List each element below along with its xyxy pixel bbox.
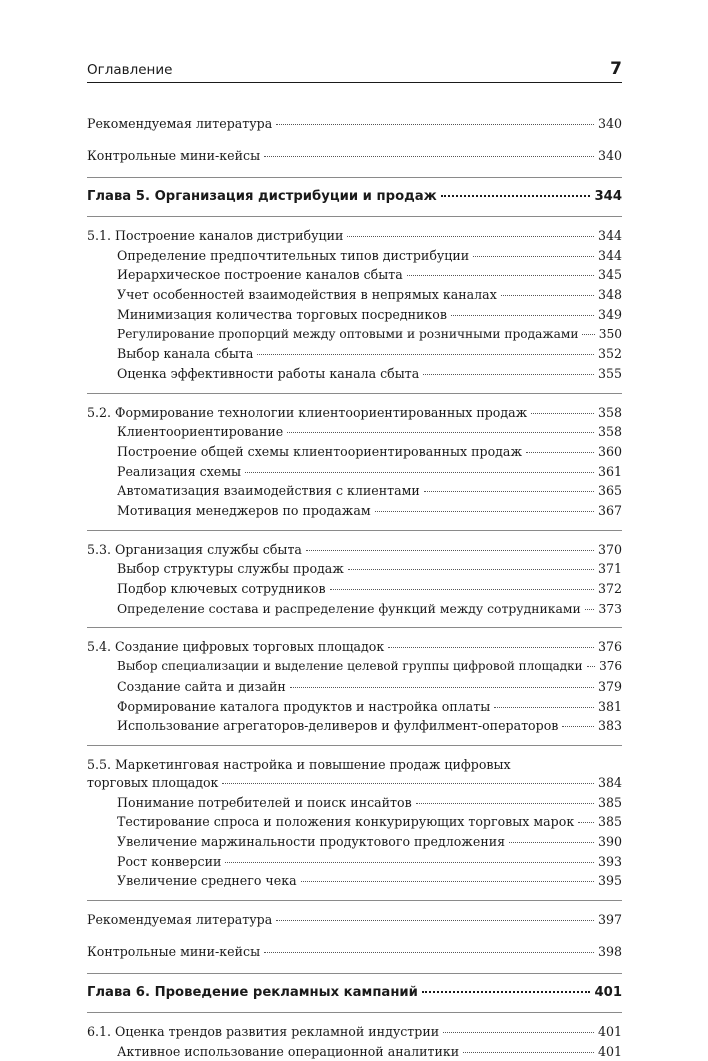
toc-entry-title: Понимание потребителей и поиск инсайтов: [117, 794, 412, 810]
toc-subentry: [87, 677, 622, 697]
spacer: [87, 134, 622, 146]
toc-page-number: 371: [597, 561, 622, 577]
spacer: [87, 930, 622, 942]
toc-entry: [87, 637, 622, 657]
spacer: [87, 746, 622, 755]
dot-leader: [585, 609, 595, 610]
toc-entry-title: Оценка эффективности работы канала сбыта: [117, 365, 420, 381]
toc-entry: [87, 226, 622, 246]
toc-entry-title: 5.1. Построение каналов дистрибуции: [87, 228, 344, 244]
dot-leader: [443, 1032, 594, 1033]
spacer: [87, 961, 622, 973]
toc-entry-title: 5.3. Организация службы сбыта: [87, 541, 302, 557]
toc-page-number: 358: [597, 424, 622, 440]
toc-subentry: [87, 285, 622, 305]
dot-leader: [290, 687, 594, 688]
toc-subentry: [87, 422, 622, 442]
toc-subentry: [87, 344, 622, 364]
toc-entry-title: Выбор канала сбыта: [117, 346, 254, 362]
toc-page-number: 344: [597, 247, 622, 263]
toc-entry-title: Рост конверсии: [117, 853, 222, 869]
toc-page-number: 350: [598, 326, 622, 341]
dot-leader: [562, 726, 594, 727]
toc-page-number: 385: [597, 814, 622, 830]
toc-page-number: 352: [597, 346, 622, 362]
toc-subentry: [87, 832, 622, 852]
spacer: [87, 1013, 622, 1022]
toc-page-number: 401: [594, 985, 622, 1001]
toc-entry: [87, 146, 622, 166]
toc-entry: [87, 1022, 622, 1042]
toc-page-number: 370: [597, 541, 622, 557]
toc-entry-title: торговых площадок: [87, 774, 219, 790]
toc-entry-title: Минимизация количества торговых посредников: [117, 306, 447, 322]
toc-page-number: 361: [597, 463, 622, 479]
toc-entry: [87, 910, 622, 930]
toc-subentry: [87, 305, 622, 325]
toc-page-number: 365: [597, 483, 622, 499]
dot-leader: [264, 156, 594, 157]
dot-leader: [301, 881, 594, 882]
toc-page-number: 379: [597, 678, 622, 694]
dot-leader: [424, 491, 594, 492]
toc-entry-title: Учет особенностей взаимодействия в непрямых каналах: [117, 287, 497, 303]
toc-subentry: [87, 442, 622, 462]
toc-entry-title: Выбор структуры службы продаж: [117, 561, 344, 577]
toc-entry-title: Глава 6. Проведение рекламных кампаний: [87, 985, 418, 1001]
dot-leader: [494, 707, 594, 708]
toc-page-number: 373: [598, 600, 622, 616]
toc-page-number: 344: [594, 189, 622, 205]
dot-leader: [407, 275, 594, 276]
toc-subentry: [87, 716, 622, 736]
toc-page-number: 355: [597, 365, 622, 381]
dot-leader: [578, 822, 594, 823]
spacer: [87, 891, 622, 900]
toc-subentry: [87, 579, 622, 599]
toc-entry-title: Определение состава и распределение функций между сотрудниками: [117, 600, 581, 616]
dot-leader: [501, 295, 594, 296]
toc-subentry: [87, 364, 622, 384]
toc-page-number: 401: [597, 1024, 622, 1040]
toc-chapter: [87, 983, 622, 1003]
toc-entry-title: Создание сайта и дизайн: [117, 678, 286, 694]
dot-leader: [388, 647, 594, 648]
toc-entry: [87, 773, 622, 793]
toc-subentry: [87, 559, 622, 579]
toc-entry-title: Активное использование операционной аналитики: [117, 1043, 460, 1059]
dot-leader: [441, 195, 591, 197]
spacer: [87, 901, 622, 910]
toc-subentry: [87, 462, 622, 482]
dot-leader: [416, 803, 594, 804]
toc-entry-title: Построение общей схемы клиентоориентированных продаж: [117, 443, 523, 459]
toc-subentry: [87, 325, 622, 345]
dot-leader: [287, 432, 594, 433]
toc-subentry: [87, 697, 622, 717]
dot-leader: [463, 1052, 594, 1053]
toc-entry-title: 5.2. Формирование технологии клиентоориентированных продаж: [87, 404, 528, 420]
toc-subentry: [87, 871, 622, 891]
toc-chapter: [87, 187, 622, 207]
toc-page-number: 398: [597, 943, 622, 959]
dot-leader: [587, 666, 595, 667]
toc-page-number: 367: [597, 503, 622, 518]
toc-entry-title: Мотивация менеджеров по продажам: [117, 503, 371, 518]
toc-subentry: [87, 246, 622, 266]
spacer: [87, 394, 622, 403]
spacer: [87, 165, 622, 177]
toc-entry-title: Тестирование спроса и положения конкурирующих торговых марок: [117, 814, 575, 830]
toc-page-number: 390: [597, 833, 622, 849]
toc-entry-title: Контрольные мини-кейсы: [87, 943, 261, 959]
toc-entry-title: Контрольные мини-кейсы: [87, 147, 261, 163]
toc-entry-title: Иерархическое построение каналов сбыта: [117, 267, 403, 283]
toc-page-number: 385: [597, 794, 622, 810]
dot-leader: [264, 952, 594, 953]
spacer: [87, 384, 622, 393]
dot-leader: [582, 334, 594, 335]
dot-leader: [473, 256, 594, 257]
toc-page-number: 360: [597, 443, 622, 459]
toc-page-number: 372: [597, 581, 622, 597]
dot-leader: [257, 354, 594, 355]
spacer: [87, 974, 622, 983]
toc-entry-title: Подбор ключевых сотрудников: [117, 581, 326, 597]
toc-page-number: 397: [597, 912, 622, 927]
toc-page-number: 395: [597, 873, 622, 889]
toc-entry: [87, 114, 622, 134]
toc-page-number: 358: [597, 404, 622, 420]
toc-entry-title: Использование агрегаторов-деливеров и фулфилмент-операторов: [117, 718, 559, 734]
spacer: [87, 521, 622, 530]
dot-leader: [451, 315, 594, 316]
toc-page-number: 349: [597, 306, 622, 322]
toc-entry-title: Рекомендуемая литература: [87, 912, 273, 927]
toc-page-number: 383: [597, 718, 622, 734]
toc-page-number: 348: [597, 287, 622, 303]
toc-entry-title: 5.4. Создание цифровых торговых площадок: [87, 639, 385, 655]
toc-entry-title: 6.1. Оценка трендов развития рекламной индустрии: [87, 1024, 440, 1040]
toc-entry-title: Формирование каталога продуктов и настройка оплаты: [117, 698, 491, 714]
toc-subentry: [87, 599, 622, 619]
toc-entry: [87, 755, 622, 773]
toc-entry-title: Рекомендуемая литература: [87, 116, 273, 131]
toc-subentry: [87, 481, 622, 501]
toc-entry-title: Увеличение маржинальности продуктового предложения: [117, 833, 506, 849]
spacer: [87, 207, 622, 216]
toc-subentry: [87, 852, 622, 872]
toc-subentry: [87, 657, 622, 677]
dot-leader: [347, 236, 594, 237]
dot-leader: [375, 511, 594, 512]
spacer: [87, 531, 622, 540]
toc-page-number: 376: [599, 659, 622, 674]
toc-entry-title: Выбор специализации и выделение целевой группы цифровой площадки: [117, 659, 583, 674]
toc-entry-title: Автоматизация взаимодействия с клиентами: [117, 483, 420, 499]
dot-leader: [348, 569, 594, 570]
toc-subentry: [87, 501, 622, 521]
toc-page-number: 344: [597, 228, 622, 244]
dot-leader: [422, 991, 591, 993]
dot-leader: [276, 124, 594, 125]
toc-page-number: 340: [597, 147, 622, 163]
toc-entry: [87, 540, 622, 560]
page-header: [87, 60, 622, 83]
toc-entry: [87, 942, 622, 962]
dot-leader: [276, 920, 594, 921]
toc-entry-title: Регулирование пропорций между оптовыми и розничными продажами: [117, 326, 579, 341]
table-of-contents: [87, 114, 622, 1061]
toc-subentry: [87, 1042, 622, 1061]
dot-leader: [222, 783, 594, 784]
toc-page-number: 381: [597, 698, 622, 714]
spacer: [87, 736, 622, 745]
toc-subentry: [87, 812, 622, 832]
toc-page-number: 345: [597, 267, 622, 283]
dot-leader: [330, 589, 594, 590]
spacer: [87, 1003, 622, 1012]
toc-entry-title: Увеличение среднего чека: [117, 873, 297, 889]
toc-subentry: [87, 793, 622, 813]
toc-page-number: 340: [597, 116, 622, 131]
toc-page-number: 376: [597, 639, 622, 655]
toc-page-number: 384: [597, 774, 622, 790]
spacer: [87, 217, 622, 226]
toc-entry-title: Реализация схемы: [117, 463, 242, 479]
toc-entry-title: Определение предпочтительных типов дистрибуции: [117, 247, 470, 263]
toc-entry: [87, 403, 622, 423]
toc-entry-title: 5.5. Маркетинговая настройка и повышение продаж цифровых: [87, 756, 511, 772]
toc-page-number: 401: [597, 1043, 622, 1059]
toc-page-number: 393: [597, 853, 622, 869]
toc-entry-title: Клиентоориентирование: [117, 424, 284, 440]
spacer: [87, 618, 622, 627]
spacer: [87, 628, 622, 637]
toc-subentry: [87, 265, 622, 285]
dot-leader: [509, 842, 594, 843]
dot-leader: [306, 550, 594, 551]
dot-leader: [531, 413, 594, 414]
page-number: 7: [610, 59, 622, 79]
dot-leader: [526, 452, 594, 453]
toc-entry-title: Глава 5. Организация дистрибуции и продаж: [87, 189, 437, 205]
running-title: Оглавление: [87, 62, 173, 78]
dot-leader: [245, 472, 594, 473]
dot-leader: [225, 862, 594, 863]
dot-leader: [423, 374, 594, 375]
spacer: [87, 178, 622, 187]
